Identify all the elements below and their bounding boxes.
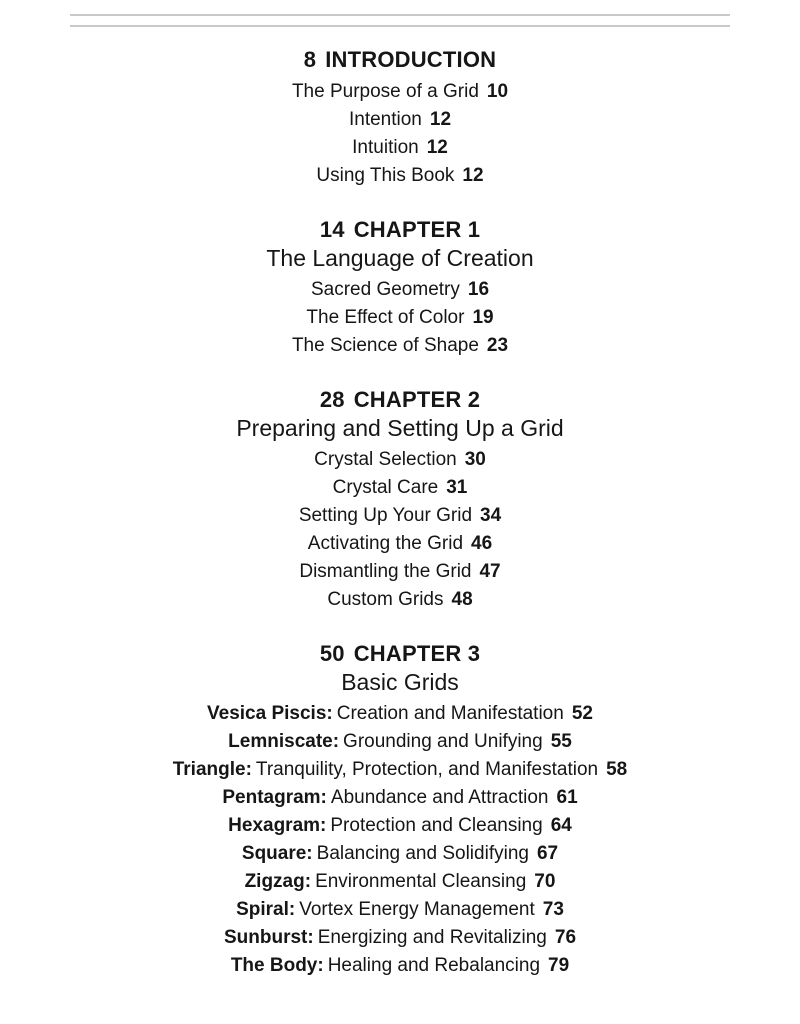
toc-entry [0,162,800,190]
entry-label: Energizing and Revitalizing [317,927,547,948]
entry-page-number: 70 [534,871,556,892]
toc-entry [0,756,800,784]
chapter-start-page: 14 [319,217,345,242]
entry-label: Intuition [352,137,419,158]
toc-entry [0,530,800,558]
toc-entry [0,474,800,502]
entry-page-number: 67 [536,843,559,864]
chapter-heading [0,216,800,244]
entry-label: Balancing and Solidifying [316,843,529,864]
toc-entry [0,896,800,924]
toc-entry [0,812,800,840]
chapter-heading [0,640,800,668]
entry-page-number: 19 [472,307,494,328]
toc-entry [0,868,800,896]
entry-label: Grounding and Unifying [343,731,543,752]
toc-entry [0,700,800,728]
entry-label: Using This Book [316,165,455,186]
chapter-title: CHAPTER 1 [353,217,481,242]
entry-page-number: 64 [550,815,572,836]
toc-entries [0,78,800,190]
toc-entries [0,276,800,360]
entry-page-number: 61 [556,787,578,808]
entry-term: Triangle: [172,759,252,780]
top-rules [0,0,800,27]
entry-label: Tranquility, Protection, and Manifestation [255,759,599,780]
toc-entry [0,502,800,530]
entry-page-number: 52 [571,703,593,724]
entry-page-number: 12 [462,165,484,186]
toc-entry [0,446,800,474]
toc-entry [0,276,800,304]
chapter-heading [0,46,800,74]
chapter-subtitle: Preparing and Setting Up a Grid [236,415,564,441]
entry-term: Pentagram: [222,787,327,808]
entry-term: Hexagram: [228,815,327,836]
top-rule-1 [70,14,730,16]
entry-term: The Body: [230,955,324,976]
chapter-title: INTRODUCTION [325,47,497,72]
chapter-title: CHAPTER 3 [353,641,481,666]
entry-label: The Effect of Color [306,307,465,328]
entry-page-number: 34 [480,505,502,526]
toc-entry [0,106,800,134]
entry-label: Environmental Cleansing [315,871,527,892]
toc-section-chapter-2 [0,386,800,614]
toc-section-chapter-3 [0,640,800,980]
toc-entry [0,586,800,614]
entry-label: Custom Grids [327,589,444,610]
toc-entry [0,924,800,952]
entry-label: Sacred Geometry [310,279,460,300]
entry-page-number: 12 [429,109,452,130]
entry-term: Vesica Piscis: [207,703,333,724]
entry-page-number: 55 [550,731,572,752]
entry-page-number: 76 [554,927,577,948]
entry-term: Spiral: [236,899,296,920]
entry-label: Crystal Care [332,477,439,498]
entry-term: Square: [241,843,313,864]
entry-page-number: 73 [542,899,564,920]
toc-entry [0,304,800,332]
toc-entry [0,840,800,868]
chapter-heading [0,386,800,414]
entry-page-number: 46 [471,533,493,554]
chapter-start-page: 50 [319,641,345,666]
entry-label: Vortex Energy Management [299,899,535,920]
toc-entry [0,558,800,586]
toc-entry [0,784,800,812]
toc-entries [0,446,800,614]
chapter-start-page: 8 [303,47,317,72]
entry-term: Sunburst: [223,927,314,948]
entry-label: Abundance and Attraction [330,787,549,808]
entry-term: Zigzag: [244,871,312,892]
entry-page-number: 10 [486,81,509,102]
chapter-subtitle: The Language of Creation [266,245,534,271]
toc-section-introduction [0,46,800,190]
chapter-title: CHAPTER 2 [353,387,481,412]
entry-label: The Science of Shape [291,335,479,356]
toc-entry [0,134,800,162]
toc-section-chapter-1 [0,216,800,360]
entry-label: Dismantling the Grid [299,561,472,582]
entry-page-number: 23 [486,335,509,356]
entry-term: Lemniscate: [228,731,340,752]
toc-entry [0,78,800,106]
entry-label: Protection and Cleansing [330,815,543,836]
entry-page-number: 58 [606,759,628,780]
entry-label: Creation and Manifestation [336,703,564,724]
entry-page-number: 47 [479,561,501,582]
toc-entry [0,728,800,756]
toc-entry [0,952,800,980]
top-rule-2 [70,25,730,27]
toc-entries [0,700,800,980]
chapter-subtitle: Basic Grids [341,669,459,695]
entry-label: Healing and Rebalancing [327,955,541,976]
toc-entry [0,332,800,360]
entry-label: Crystal Selection [314,449,457,470]
entry-page-number: 31 [446,477,468,498]
entry-page-number: 79 [548,955,570,976]
entry-label: Intention [348,109,422,130]
entry-label: The Purpose of a Grid [291,81,479,102]
chapter-start-page: 28 [319,387,345,412]
entry-page-number: 12 [426,137,448,158]
entry-label: Setting Up Your Grid [298,505,473,526]
entry-page-number: 30 [464,449,486,470]
entry-page-number: 48 [451,589,473,610]
entry-page-number: 16 [467,279,490,300]
entry-label: Activating the Grid [307,533,464,554]
